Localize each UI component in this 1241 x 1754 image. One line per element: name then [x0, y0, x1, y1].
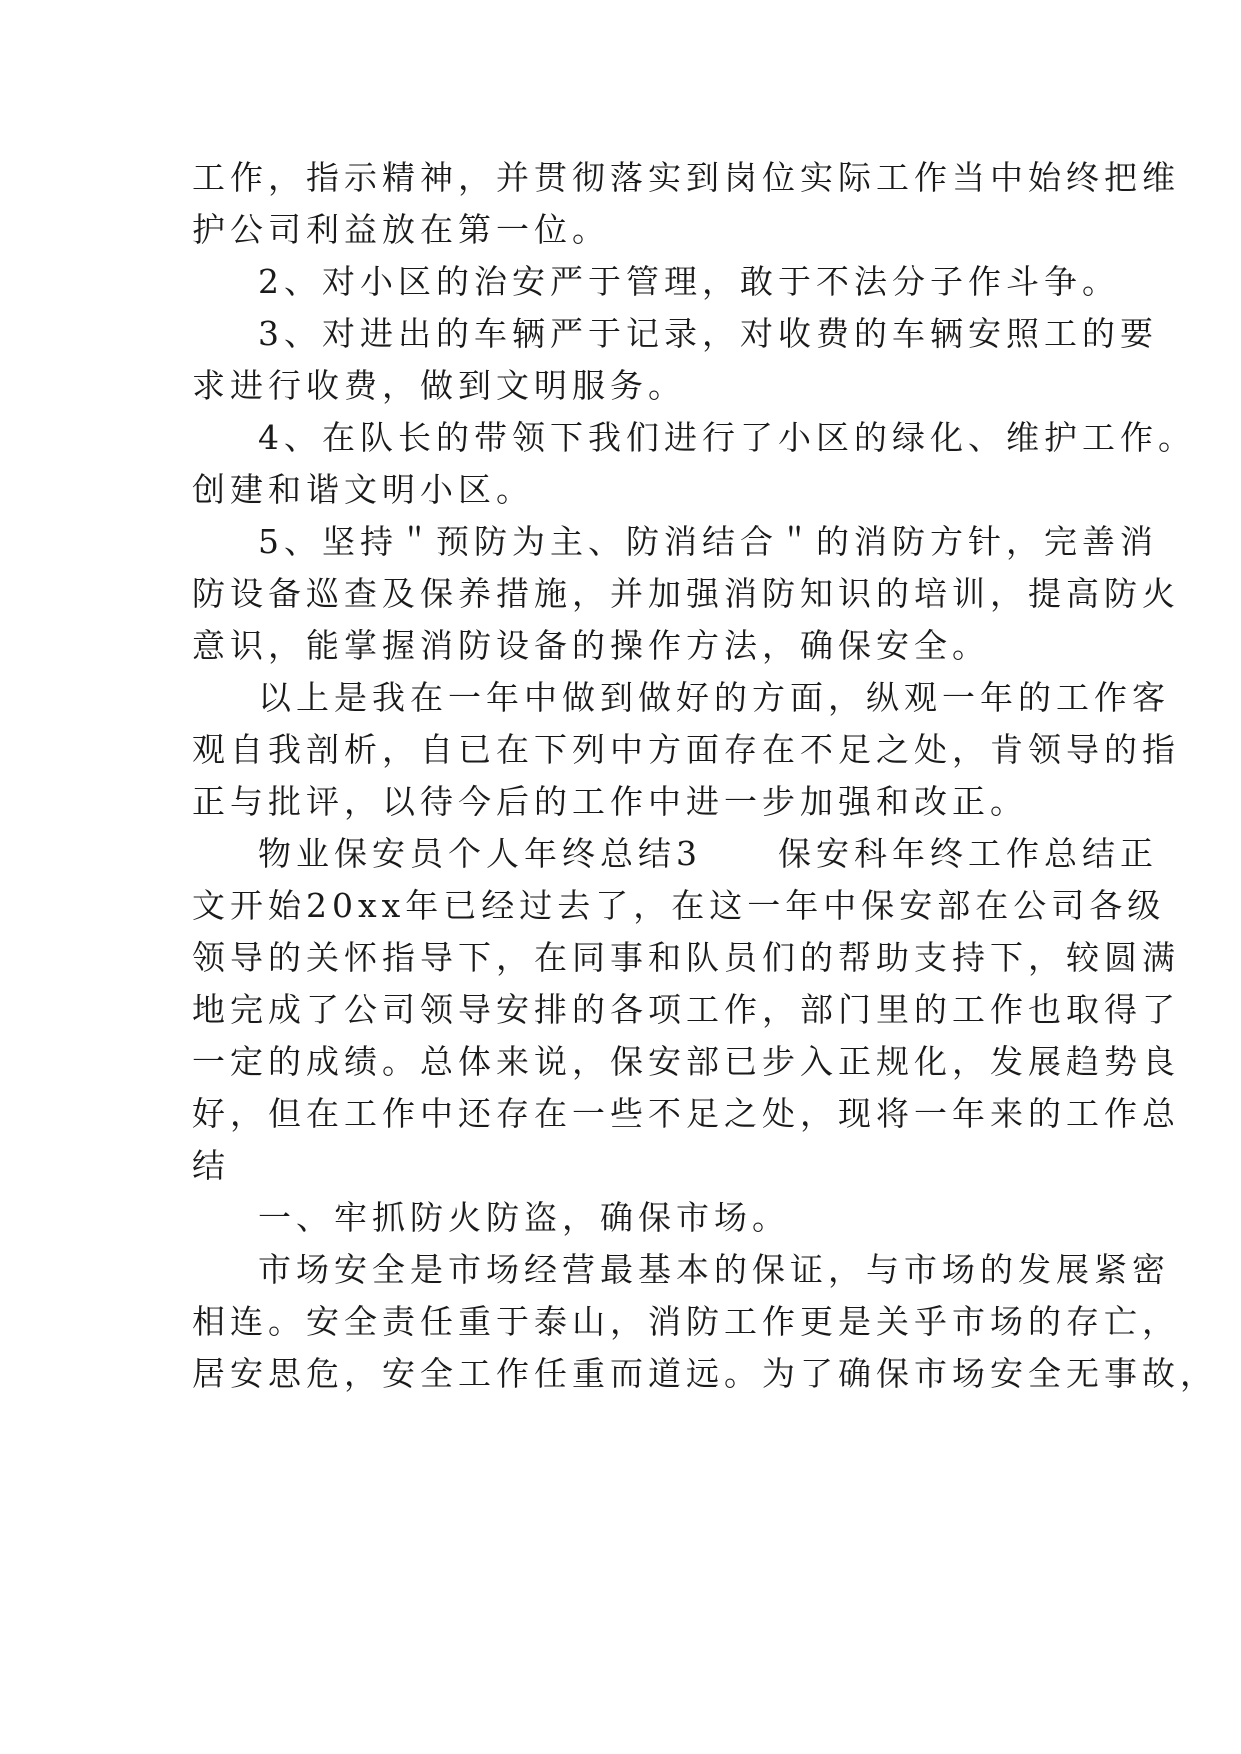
text-line: 相连。安全责任重于泰山，消防工作更是关乎市场的存亡， [192, 1302, 1180, 1341]
text-line: 物业保安员个人年终总结3 保安科年终工作总结正 [258, 834, 1158, 873]
text-line: 一、牢抓防火防盗，确保市场。 [258, 1198, 790, 1237]
text-line: 意识，能掌握消防设备的操作方法，确保安全。 [192, 626, 990, 665]
text-line: 正与批评，以待今后的工作中进一步加强和改正。 [192, 782, 1028, 821]
text-line: 2、对小区的治安严于管理，敢于不法分子作斗争。 [258, 262, 1120, 301]
text-line: 工作，指示精神，并贯彻落实到岗位实际工作当中始终把维 [192, 158, 1180, 197]
text-line: 地完成了公司领导安排的各项工作，部门里的工作也取得了 [192, 990, 1180, 1029]
text-line: 4、在队长的带领下我们进行了小区的绿化、维护工作。 [258, 418, 1196, 457]
text-line: 居安思危，安全工作任重而道远。为了确保市场安全无事故， [192, 1354, 1218, 1393]
text-line: 5、坚持＂预防为主、防消结合＂的消防方针，完善消 [258, 522, 1158, 561]
text-line: 文开始20xx年已经过去了，在这一年中保安部在公司各级 [192, 886, 1166, 925]
text-line: 护公司利益放在第一位。 [192, 210, 610, 249]
text-line: 观自我剖析，自已在下列中方面存在不足之处，肯领导的指 [192, 730, 1180, 769]
text-line: 3、对进出的车辆严于记录，对收费的车辆安照工的要 [258, 314, 1158, 353]
text-line: 求进行收费，做到文明服务。 [192, 366, 686, 405]
text-line: 市场安全是市场经营最基本的保证，与市场的发展紧密 [258, 1250, 1170, 1289]
text-line: 结 [192, 1146, 230, 1185]
text-line: 创建和谐文明小区。 [192, 470, 534, 509]
text-line: 好，但在工作中还存在一些不足之处，现将一年来的工作总 [192, 1094, 1180, 1133]
text-line: 以上是我在一年中做到做好的方面，纵观一年的工作客 [258, 678, 1170, 717]
text-line: 防设备巡查及保养措施，并加强消防知识的培训，提高防火 [192, 574, 1180, 613]
text-line: 一定的成绩。总体来说，保安部已步入正规化，发展趋势良 [192, 1042, 1180, 1081]
text-line: 领导的关怀指导下，在同事和队员们的帮助支持下，较圆满 [192, 938, 1180, 977]
